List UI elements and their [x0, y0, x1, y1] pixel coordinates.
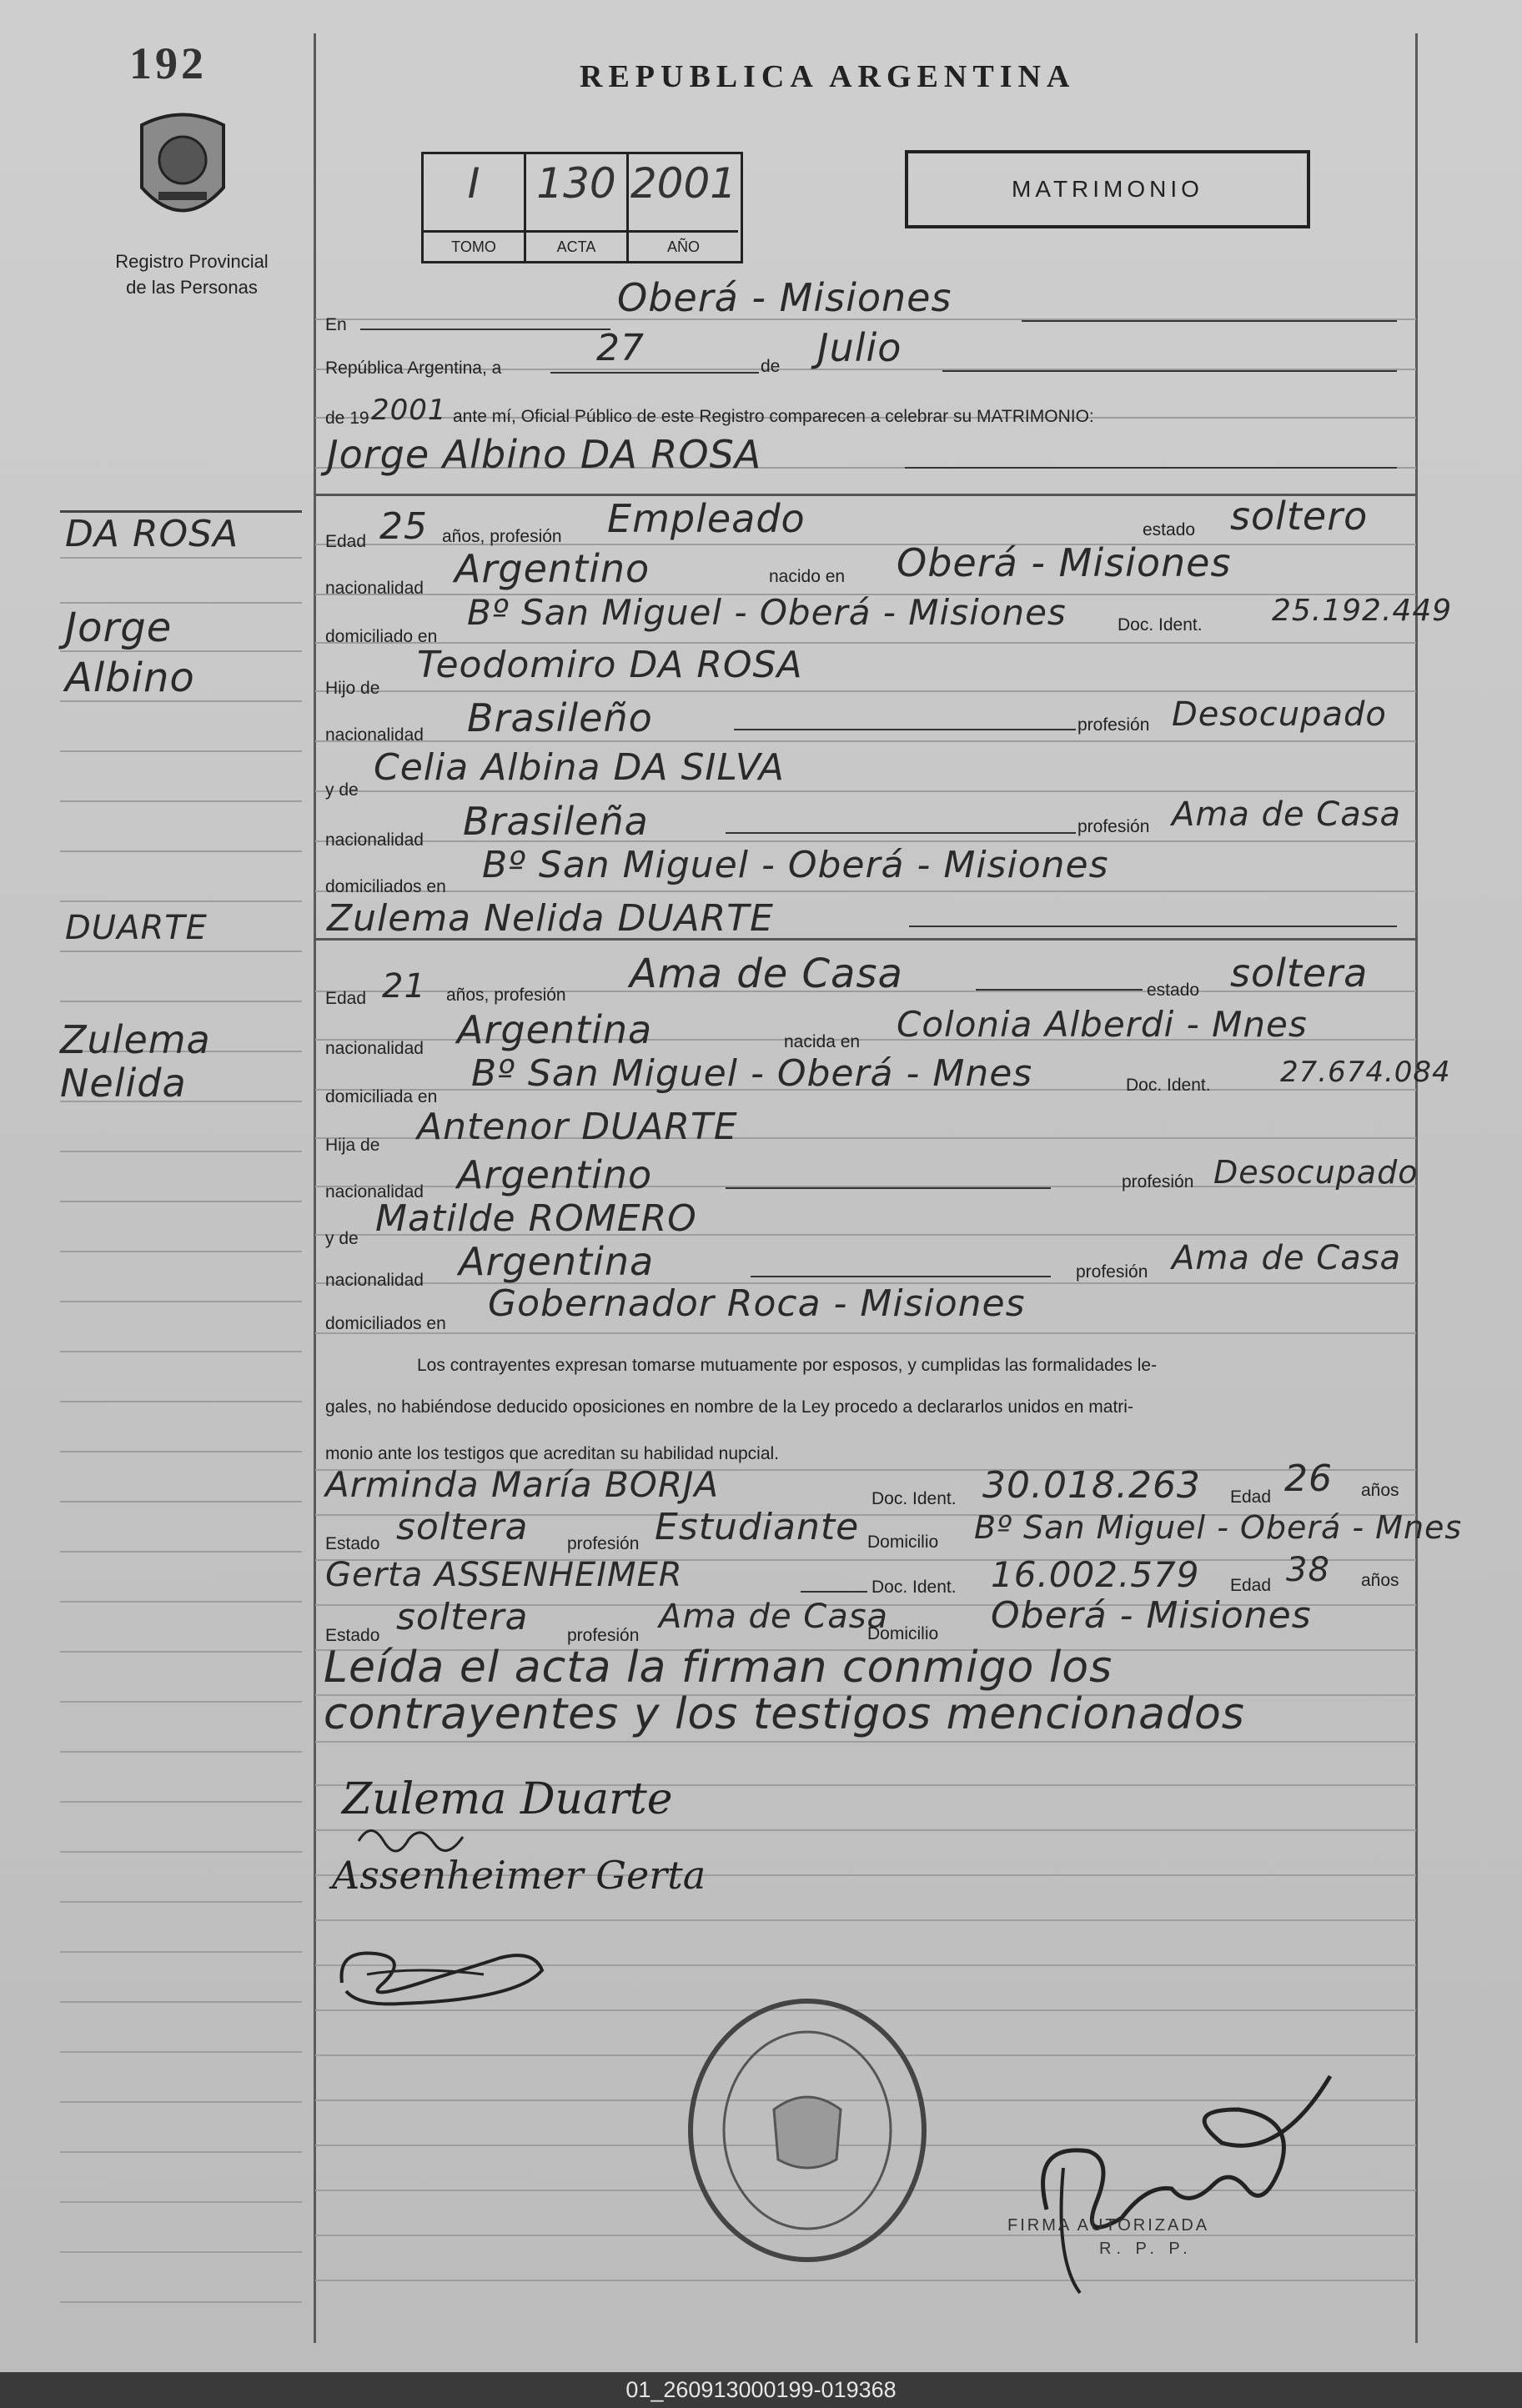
- groom-parents-domicile: Bº San Miguel - Oberá - Misiones: [482, 844, 1109, 886]
- bride-father-profession: Desocupado: [1213, 1154, 1419, 1191]
- bride-doc-label: Doc. Ident.: [1126, 1076, 1211, 1095]
- bride-yde-label: y de: [325, 1229, 359, 1248]
- bride-father-nationality: Argentino: [457, 1152, 653, 1197]
- provincial-seal-icon: [133, 108, 232, 232]
- witness1-age: 26: [1284, 1457, 1333, 1500]
- bride-nacionalidad-label: nacionalidad: [325, 1039, 424, 1058]
- declaration-line-2: gales, no habiéndose deducido oposiciones en nombre de la Ley procedo a declararlos unidos en matri-: [325, 1397, 1133, 1417]
- witness2-anos-label: años: [1361, 1571, 1399, 1590]
- act-day: 27: [596, 327, 645, 369]
- witness1-profesion-label: profesión: [567, 1534, 640, 1553]
- groom-mother-nat-label: nacionalidad: [325, 830, 424, 850]
- bride-father-nat-label: nacionalidad: [325, 1182, 424, 1201]
- republica-label: República Argentina, a: [325, 359, 502, 378]
- groom-nacionalidad-label: nacionalidad: [325, 579, 424, 598]
- ano-value: 2001: [630, 159, 737, 208]
- bride-full-name: Zulema Nelida DUARTE: [327, 897, 774, 940]
- signature-groom-scribble: [354, 1816, 471, 1858]
- tomo-cell: [424, 154, 526, 261]
- groom-birthplace: Oberá - Misiones: [897, 540, 1232, 585]
- bride-parents-dom-label: domiciliados en: [325, 1314, 446, 1333]
- signature-witness2: Assenheimer Gerta: [332, 1853, 706, 1898]
- bride-father: Antenor DUARTE: [417, 1106, 738, 1148]
- groom-profesion-label: años, profesión: [442, 527, 562, 546]
- margin-bride-given-1: Zulema: [60, 1017, 211, 1062]
- registry-line-1: Registro Provincial: [115, 251, 269, 272]
- witness2-profession: Ama de Casa: [659, 1598, 889, 1636]
- groom-nationality: Argentino: [455, 546, 650, 591]
- groom-mother: Celia Albina DA SILVA: [374, 746, 785, 789]
- groom-age: 25: [379, 505, 428, 548]
- act-month: Julio: [817, 325, 902, 370]
- bride-estado-label: estado: [1147, 981, 1200, 1000]
- witness2-doc: 16.002.579: [991, 1554, 1200, 1595]
- witness1-domicile: Bº San Miguel - Oberá - Mnes: [974, 1509, 1463, 1546]
- act-type-box: MATRIMONIO: [905, 150, 1310, 228]
- official-line-2: R. P. P.: [1099, 2240, 1193, 2258]
- de-label: de: [761, 357, 781, 376]
- signature-witness1-scribble: [334, 1933, 559, 2016]
- left-margin-rule: [314, 33, 316, 2343]
- page-number: 192: [129, 38, 207, 88]
- signature-bride: Zulema Duarte: [342, 1774, 673, 1824]
- groom-father: Teodomiro DA ROSA: [417, 644, 803, 686]
- groom-father-profession: Desocupado: [1172, 695, 1387, 734]
- groom-father-nationality: Brasileño: [467, 695, 653, 740]
- document-code: 01_260913000199-019368: [0, 2372, 1522, 2408]
- groom-estado: soltero: [1230, 494, 1369, 539]
- bride-father-prof-label: profesión: [1122, 1172, 1194, 1191]
- groom-profession: Empleado: [607, 496, 806, 541]
- groom-father-prof-label: profesión: [1077, 715, 1150, 735]
- en-label: En: [325, 315, 347, 334]
- witness1-name: Arminda María BORJA: [325, 1464, 720, 1505]
- witness2-profesion-label: profesión: [567, 1626, 640, 1645]
- act-year: 2001: [371, 394, 447, 427]
- groom-doc-label: Doc. Ident.: [1118, 615, 1203, 635]
- bride-age: 21: [382, 967, 426, 1006]
- bride-nationality: Argentina: [457, 1007, 653, 1052]
- bride-mother: Matilde ROMERO: [375, 1197, 697, 1240]
- declaration-line-1: Los contrayentes expresan tomarse mutuamente por esposos, y cumplidas las formalidades le-: [417, 1356, 1158, 1375]
- closing-line-2: contrayentes y los testigos mencionados: [324, 1689, 1245, 1739]
- groom-full-name: Jorge Albino DA ROSA: [327, 432, 762, 477]
- act-place: Oberá - Misiones: [617, 275, 952, 320]
- witness2-edad-label: Edad: [1230, 1576, 1272, 1595]
- groom-estado-label: estado: [1143, 520, 1196, 539]
- witness1-domicilio-label: Domicilio: [867, 1533, 939, 1552]
- tomo-acta-ano-box: [421, 152, 743, 263]
- groom-father-nat-label: nacionalidad: [325, 725, 424, 745]
- document-title: REPUBLICA ARGENTINA: [580, 59, 1076, 94]
- bride-domicile: Bº San Miguel - Oberá - Mnes: [471, 1052, 1033, 1095]
- bride-mother-profession: Ama de Casa: [1172, 1239, 1402, 1277]
- declaration-line-3: monio ante los testigos que acreditan su habilidad nupcial.: [325, 1444, 780, 1463]
- margin-groom-given-2: Albino: [65, 655, 195, 701]
- groom-parents-dom-label: domiciliados en: [325, 877, 446, 896]
- witness2-domicile: Oberá - Misiones: [991, 1594, 1312, 1637]
- groom-hijo-label: Hijo de: [325, 679, 380, 698]
- groom-edad-label: Edad: [325, 532, 367, 551]
- witness1-estado-label: Estado: [325, 1534, 380, 1553]
- groom-yde-label: y de: [325, 780, 359, 800]
- bride-birthplace: Colonia Alberdi - Mnes: [897, 1004, 1308, 1045]
- witness2-estado: soltera: [396, 1596, 529, 1638]
- bride-mother-prof-label: profesión: [1076, 1262, 1148, 1282]
- margin-groom-given-1: Jorge: [65, 605, 173, 651]
- registry-stamp-icon: [682, 1993, 932, 2268]
- registry-line-2: de las Personas: [126, 277, 258, 298]
- bride-parents-domicile: Gobernador Roca - Misiones: [488, 1282, 1026, 1325]
- margin-bride-surname: DUARTE: [65, 909, 208, 947]
- acta-value: 130: [536, 159, 616, 208]
- witness1-edad-label: Edad: [1230, 1487, 1272, 1507]
- closing-line-1: Leída el acta la firman conmigo los: [324, 1643, 1113, 1693]
- groom-mother-prof-label: profesión: [1077, 817, 1150, 836]
- bride-mother-nationality: Argentina: [459, 1239, 655, 1284]
- witness1-estado: soltera: [396, 1506, 529, 1548]
- comparecen-text: ante mí, Oficial Público de este Registro comparecen a celebrar su MATRIMONIO:: [453, 407, 1094, 426]
- bride-nacida-label: nacida en: [784, 1032, 861, 1051]
- tomo-label: TOMO: [424, 230, 524, 261]
- witness1-anos-label: años: [1361, 1481, 1399, 1500]
- groom-domicile: Bº San Miguel - Oberá - Misiones: [467, 592, 1067, 633]
- margin-groom-surname: DA ROSA: [65, 513, 239, 555]
- witness1-doc: 30.018.263: [982, 1464, 1201, 1507]
- witness1-profession: Estudiante: [655, 1506, 860, 1548]
- groom-doc: 25.192.449: [1272, 594, 1453, 628]
- witness1-doc-label: Doc. Ident.: [872, 1489, 957, 1508]
- bride-profesion-label: años, profesión: [446, 986, 566, 1005]
- bride-mother-nat-label: nacionalidad: [325, 1271, 424, 1290]
- groom-mother-nationality: Brasileña: [463, 799, 649, 844]
- witness2-name: Gerta ASSENHEIMER: [325, 1556, 683, 1594]
- official-line-1: FIRMA AUTORIZADA: [1007, 2216, 1210, 2235]
- witness2-domicilio-label: Domicilio: [867, 1624, 939, 1643]
- witness2-age: 38: [1286, 1551, 1330, 1589]
- official-signature-scribble: [1013, 2043, 1347, 2310]
- witness2-estado-label: Estado: [325, 1626, 380, 1645]
- acta-cell: [526, 154, 629, 261]
- bride-estado: soltera: [1230, 951, 1369, 996]
- bride-hija-label: Hija de: [325, 1136, 380, 1155]
- bride-doc: 27.674.084: [1280, 1056, 1451, 1089]
- bride-profession: Ama de Casa: [630, 951, 903, 997]
- de19-label: de 19: [325, 409, 369, 428]
- margin-bride-given-2: Nelida: [60, 1061, 187, 1106]
- ano-label: AÑO: [629, 230, 738, 261]
- bride-edad-label: Edad: [325, 989, 367, 1008]
- acta-label: ACTA: [526, 230, 626, 261]
- groom-nacido-label: nacido en: [769, 567, 846, 586]
- groom-mother-profession: Ama de Casa: [1172, 795, 1402, 834]
- witness2-doc-label: Doc. Ident.: [872, 1578, 957, 1597]
- groom-domiciliado-label: domiciliado en: [325, 627, 438, 646]
- ano-cell: [629, 154, 738, 261]
- bride-domiciliada-label: domiciliada en: [325, 1087, 438, 1106]
- registry-label: [83, 248, 300, 300]
- tomo-value: I: [467, 159, 480, 208]
